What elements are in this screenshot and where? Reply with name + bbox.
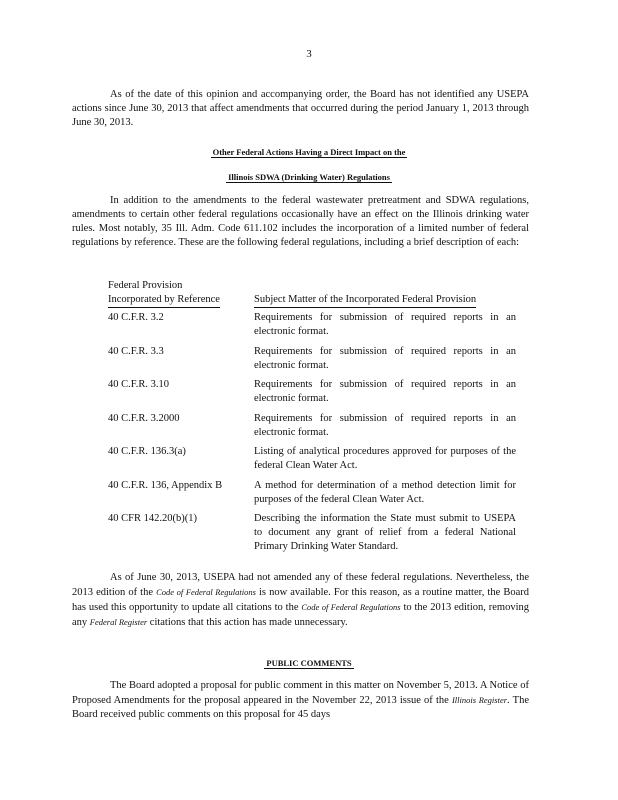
row-citation: 40 CFR 142.20(b)(1) <box>108 513 197 524</box>
table-row <box>108 412 528 446</box>
row-subject: Requirements for submission of required reports in an electronic format. <box>254 345 516 371</box>
cfr-title-italic-2: Code of Federal Regulations <box>301 602 401 612</box>
row-citation: 40 C.F.R. 136, Appendix B <box>108 479 223 491</box>
public-comments-heading-text: PUBLIC COMMENTS <box>266 658 352 668</box>
row-subject: A method for determination of a method detection limit for purposes of the federal Clean Water Act. <box>254 479 516 505</box>
illinois-register-italic: Illinois Register <box>451 695 508 705</box>
para3-text-d: citations that this action has made unnecessary. <box>149 617 348 628</box>
col2-heading <box>254 293 476 308</box>
para3-text-b: is now available. For this reason, as a routine matter, the Board has used this opportunity to update all citations to the <box>72 587 529 613</box>
table-row <box>108 479 528 513</box>
table-row <box>108 311 528 345</box>
row-citation: 40 C.F.R. 3.10 <box>108 379 170 390</box>
row-citation: 40 C.F.R. 3.2 <box>108 312 164 323</box>
row-subject: Requirements for submission of required reports in an electronic format. <box>254 412 516 438</box>
para3-text-a: As of June 30, 2013, USEPA had not amended any of these federal regulations. Nevertheless, the 2013 edition of the <box>72 572 529 598</box>
col2-heading-text: Subject Matter of the Incorporated Federal Provision <box>254 293 476 308</box>
row-subject: Describing the information the State must submit to USEPA to document any grant of relief from a federal National Primary Drinking Water Standard. <box>254 513 516 552</box>
federal-register-italic: Federal Register <box>89 617 148 627</box>
para4-text-a: The Board adopted a proposal for public comment in this matter on November 5, 2013. A Notice of Proposed Amendments for the proposal appeared in the November 22, 2013 issue of the <box>72 680 529 706</box>
public-comments-heading <box>0 656 618 670</box>
cfr-title-italic-1: Code of Federal Regulations <box>156 587 256 597</box>
row-citation: 40 C.F.R. 136.3(a) <box>108 446 186 457</box>
row-citation: 40 C.F.R. 3.2000 <box>108 412 180 424</box>
row-subject: Listing of analytical procedures approved for purposes of the federal Clean Water Act. <box>254 446 516 471</box>
col1-heading-line2 <box>108 293 220 308</box>
incorporation-paragraph: In addition to the amendments to the federal wastewater pretreatment and SDWA regulations, amendments to certain other federal regulations occasionally have an effect on the Illinois drinking water rules. Most notably, 35 Ill. Adm. Code 611.102 includes the incorporation of a limited number of federal regulations by reference. These are the following federal regulations, including a brief description of each: <box>72 195 529 248</box>
para4-text-b: . The Board received public comments on this proposal for 45 days <box>72 695 529 720</box>
col1-heading-line1: Federal Provision <box>108 280 183 291</box>
para3-text-c: to the 2013 edition, removing any <box>72 602 529 628</box>
table-row <box>108 345 528 379</box>
section-heading-line-1 <box>0 145 618 159</box>
federal-provisions-table <box>108 311 528 560</box>
table-row <box>108 378 528 412</box>
col1-heading-text: Incorporated by Reference <box>108 293 220 308</box>
heading-other-federal-actions: Other Federal Actions Having a Direct Impact on the <box>212 147 406 157</box>
section-heading-line-2 <box>0 170 618 184</box>
opening-paragraph: As of the date of this opinion and accompanying order, the Board has not identified any USEPA actions since June 30, 2013 that affect amendments that occurred during the period January 1, 2013 through June 30, 2013. <box>72 89 529 128</box>
table-row <box>108 512 528 560</box>
cfr-update-paragraph <box>72 571 529 630</box>
row-subject: Requirements for submission of required reports in an electronic format. <box>254 379 516 404</box>
page-number: 3 <box>306 48 312 60</box>
public-comments-paragraph <box>72 679 529 722</box>
heading-illinois-sdwa: Illinois SDWA (Drinking Water) Regulations <box>228 172 390 182</box>
row-citation: 40 C.F.R. 3.3 <box>108 345 164 357</box>
table-row <box>108 445 528 479</box>
row-subject: Requirements for submission of required reports in an electronic format. <box>254 312 516 337</box>
